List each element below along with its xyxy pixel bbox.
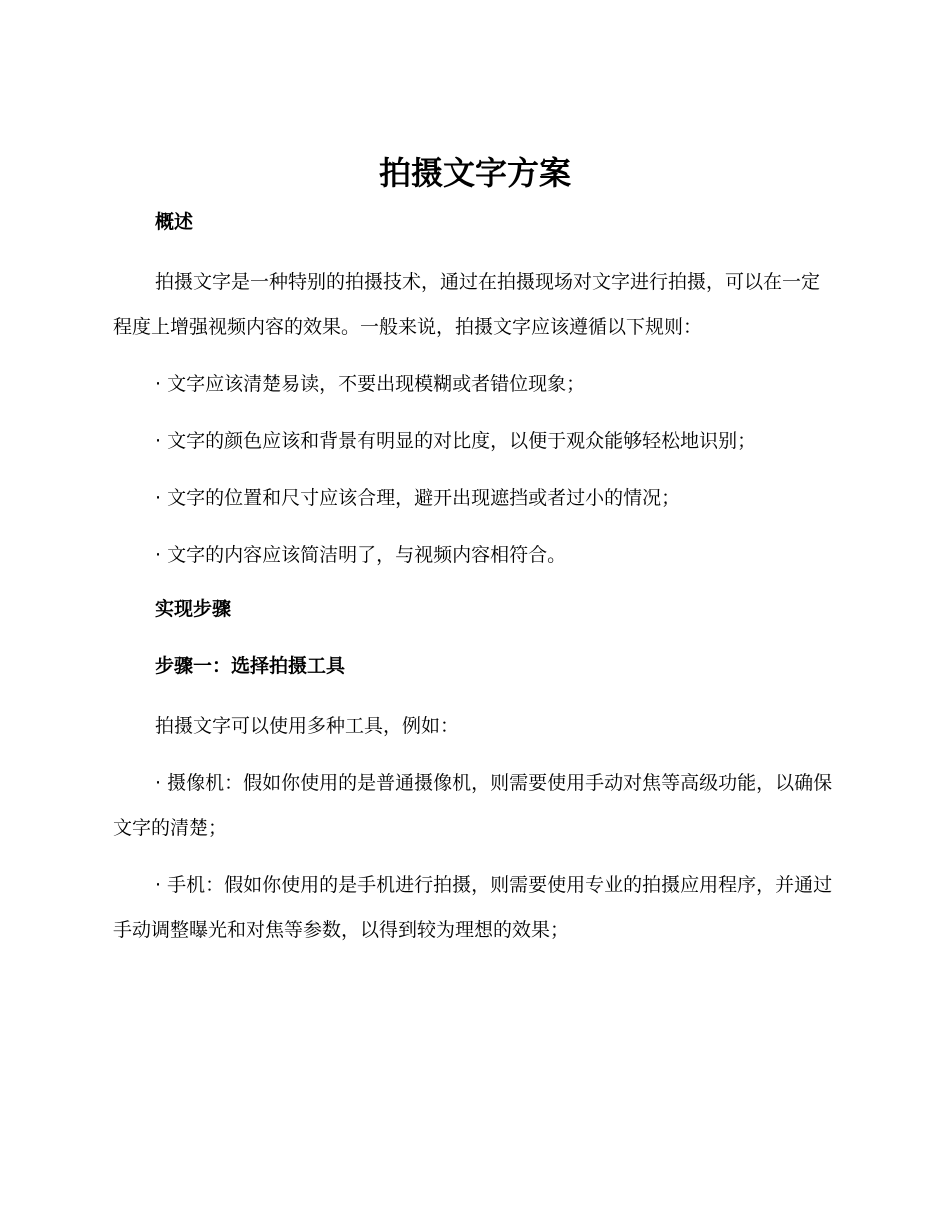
- step1-heading: 步骤一：选择拍摄工具: [155, 655, 346, 677]
- rule-item: · 文字的颜色应该和背景有明显的对比度，以便于观众能够轻松地识别；: [155, 430, 757, 452]
- tool-item: · 手机：假如你使用的是手机进行拍摄，则需要使用专业的拍摄应用程序，并通过手动调整曝光和对焦等参数，以得到较为理想的效果；: [113, 874, 833, 941]
- rule-item: · 文字的位置和尺寸应该合理，避开出现遮挡或者过小的情况；: [155, 487, 681, 509]
- overview-heading: 概述: [155, 211, 194, 233]
- rule-item: · 文字应该清楚易读，不要出现模糊或者错位现象；: [155, 373, 586, 395]
- steps-heading: 实现步骤: [155, 598, 232, 620]
- overview-intro: 拍摄文字是一种特别的拍摄技术，通过在拍摄现场对文字进行拍摄，可以在一定程度上增强视频内容的效果。一般来说，拍摄文字应该遵循以下规则：: [113, 271, 821, 338]
- rule-item: · 文字的内容应该简洁明了，与视频内容相符合。: [155, 544, 567, 566]
- step1-intro: 拍摄文字可以使用多种工具，例如：: [155, 715, 460, 737]
- document-title: 拍摄文字方案: [378, 154, 571, 192]
- document-body: [113, 203, 837, 965]
- tool-item: · 摄像机：假如你使用的是普通摄像机，则需要使用手动对焦等高级功能，以确保文字的清楚；: [113, 772, 833, 839]
